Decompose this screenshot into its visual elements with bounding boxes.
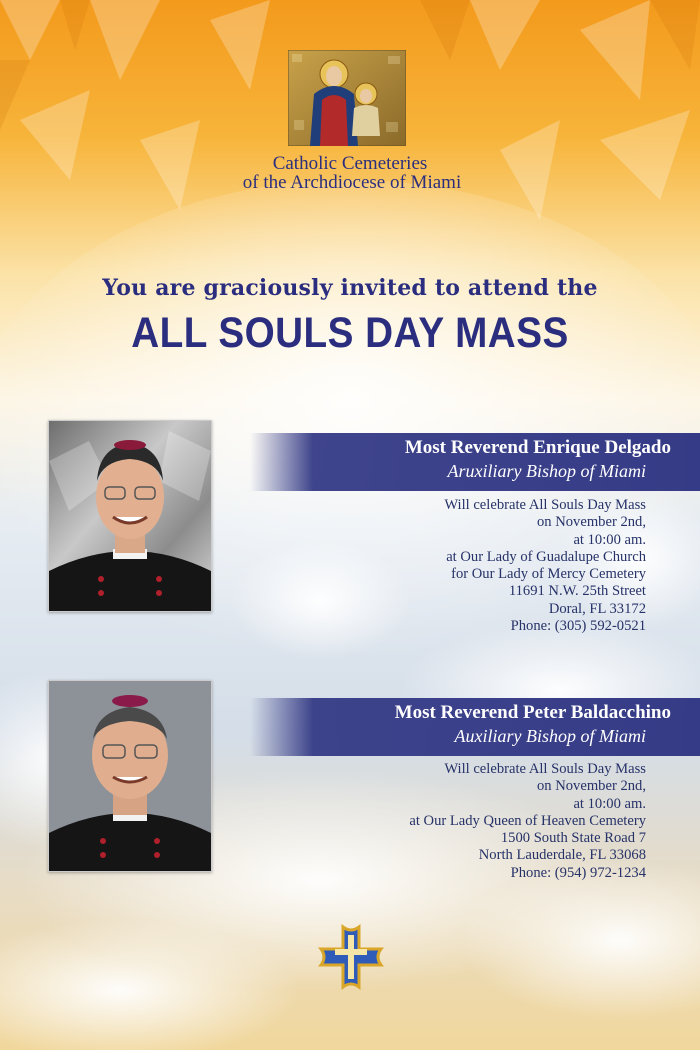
celebrant-2-banner: [250, 698, 700, 756]
detail-line: North Lauderdale, FL 33068: [478, 847, 646, 864]
celebrant-2-title: Auxiliary Bishop of Miami: [454, 726, 646, 746]
organization-line2: of the Archdiocese of Miami: [242, 172, 462, 193]
organization-line1: Catholic Cemeteries: [272, 153, 428, 174]
detail-line: Phone: (954) 972-1234: [510, 864, 646, 881]
detail-line: 1500 South State Road 7: [500, 830, 646, 847]
celebrant-1-details: [444, 497, 646, 635]
detail-line: at Our Lady Queen of Heaven Cemetery: [409, 812, 646, 829]
bishop-baldacchino-photo: [48, 680, 212, 872]
bishop-delgado-photo: [48, 420, 212, 612]
detail-line: Will celebrate All Souls Day Mass: [444, 761, 646, 777]
cross-emblem-icon: [318, 924, 384, 990]
detail-line: at 10:00 am.: [573, 795, 646, 812]
madonna-child-mosaic-icon: [288, 50, 406, 146]
celebrant-2-name: Most Reverend Peter Baldacchino: [394, 702, 671, 723]
detail-line: for Our Lady of Mercy Cemetery: [451, 566, 646, 583]
detail-line: at 10:00 am.: [573, 531, 646, 548]
organization-name: [160, 154, 540, 192]
celebrant-2-details: [409, 761, 646, 882]
detail-line: at Our Lady of Guadalupe Church: [446, 548, 646, 565]
detail-line: 11691 N.W. 25th Street: [508, 583, 646, 600]
detail-line: Doral, FL 33172: [548, 600, 646, 617]
celebrant-1-name: Most Reverend Enrique Delgado: [404, 437, 671, 458]
celebrant-1-title: Aruxiliary Bishop of Miami: [447, 461, 646, 481]
page-title: ALL SOULS DAY MASS: [131, 309, 569, 357]
detail-line: Phone: (305) 592-0521: [510, 618, 646, 635]
detail-line: Will celebrate All Souls Day Mass: [444, 497, 646, 513]
detail-line: on November 2nd,: [536, 778, 646, 795]
invitation-intro: You are graciously invited to attend the: [102, 275, 598, 301]
celebrant-1-banner: [250, 433, 700, 491]
detail-line: on November 2nd,: [536, 514, 646, 531]
